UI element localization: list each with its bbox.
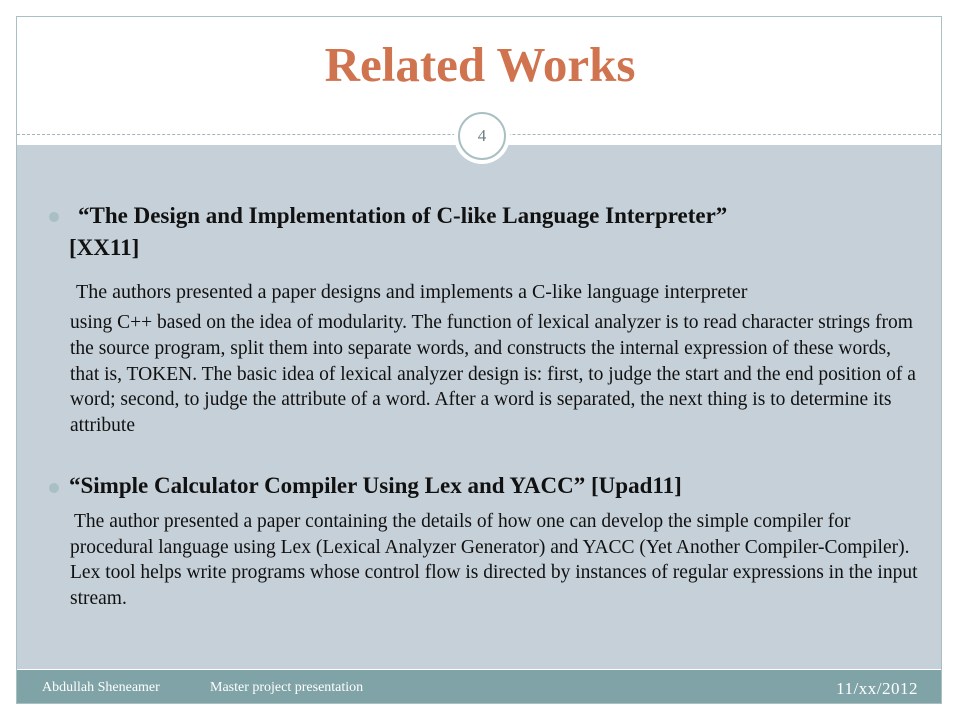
item-1-heading-line2: [XX11] <box>69 235 140 260</box>
item-2-body: The author presented a paper containing the details of how one can develop the simple compiler for procedural language using Lex (Lexical Analyzer Generator) and YACC (Yet Another Compiler-Compiler). Lex tool helps write programs whose control flow is directed by instances of regular expressions in the input stream. <box>70 511 918 609</box>
item-1-heading-line1: “The Design and Implementation of C-like Language Interpreter” <box>78 203 728 228</box>
slide-frame <box>16 16 942 704</box>
page-number: 4 <box>458 112 506 160</box>
footer-author: Abdullah Sheneamer <box>42 680 160 695</box>
item-1-body: using C++ based on the idea of modularity. The function of lexical analyzer is to read character strings from the source program, split them into separate words, and constructs the internal expression of these words, that is, TOKEN. The basic idea of lexical analyzer design is: first, to judge the start and the end position of a word; second, to judge the attribute of a word. After a word is separated, the next thing is to determine its attribute <box>70 312 916 437</box>
footer-subtitle: Master project presentation <box>210 680 364 695</box>
item-1-body-first-line: The authors presented a paper designs and implements a C-like language interpreter <box>76 281 748 303</box>
item-2-heading: “Simple Calculator Compiler Using Lex and YACC” [Upad11] <box>69 473 682 498</box>
footer-date: 11/xx/2012 <box>836 679 918 698</box>
slide-title: Related Works <box>324 37 636 92</box>
